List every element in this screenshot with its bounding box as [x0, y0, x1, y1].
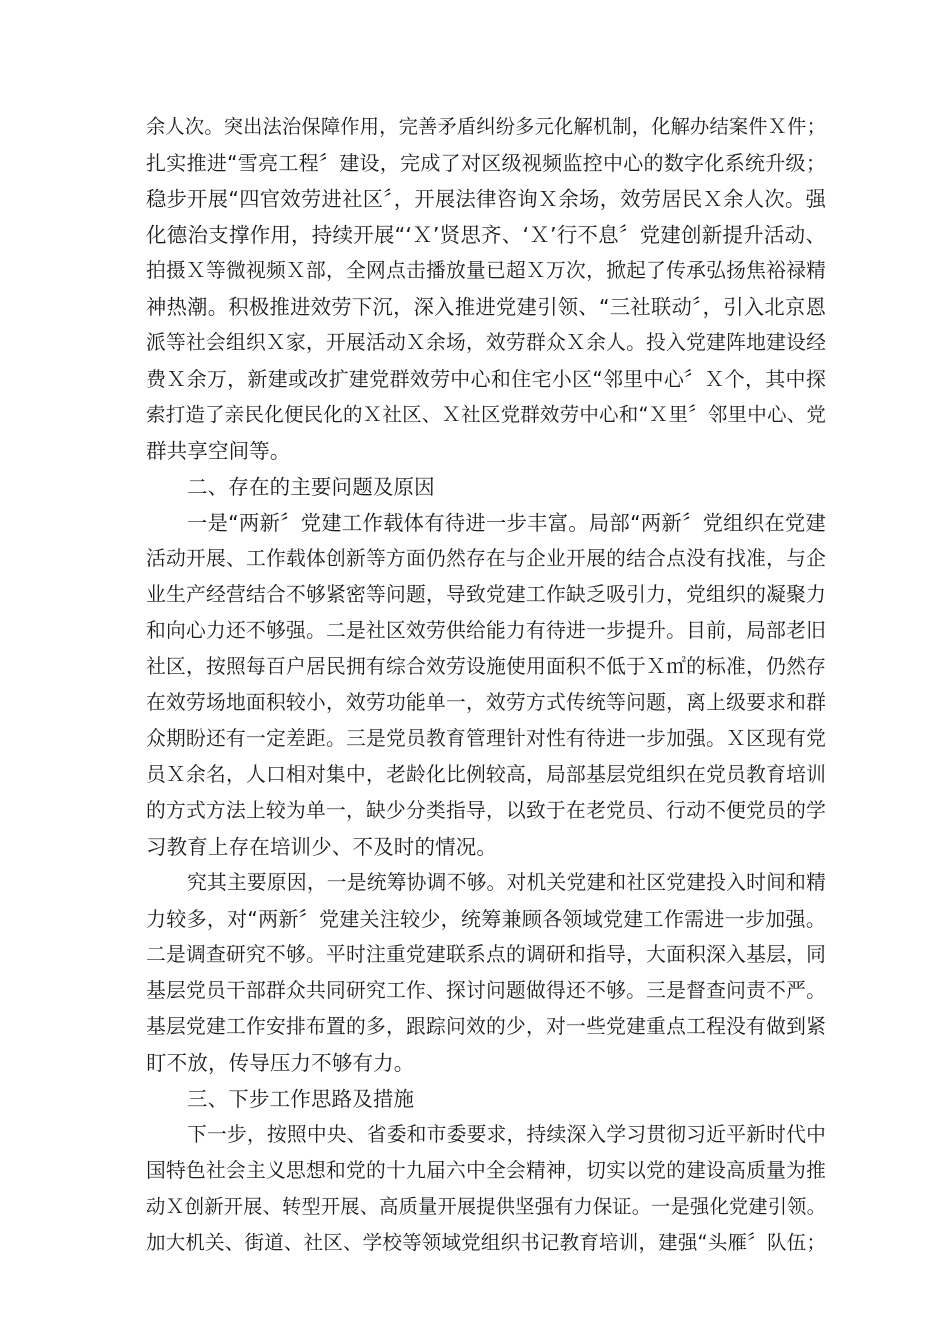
text-line: 化德治支撑作用，持续开展“‘Ｘ’贤思齐、‘Ｘ’行不息〞党建创新提升活动、 — [146, 223, 826, 247]
text-line: 究其主要原因，一是统筹协调不够。对机关党建和社区党建投入时间和精 — [187, 871, 826, 894]
text-line: 社区，按照每百户居民拥有综合效劳设施使用面积不低于Ｘ㎡的标准，仍然存 — [146, 655, 826, 678]
text-line: 下一步，按照中央、省委和市委要求，持续深入学习贯彻习近平新时代中 — [187, 1123, 826, 1146]
text-line: 拍摄Ｘ等微视频Ｘ部，全网点击播放量已超Ｘ万次，掀起了传承弘扬焦裕禄精 — [146, 259, 826, 282]
section-heading: 二、存在的主要问题及原因 — [187, 475, 435, 499]
text-line: 力较多，对“两新〞党建关注较少，统筹兼顾各领域党建工作需进一步加强。 — [146, 907, 826, 931]
text-line: 国特色社会主义思想和党的十九届六中全会精神，切实以党的建设高质量为推 — [146, 1159, 826, 1182]
text-line: 业生产经营结合不够紧密等问题，导致党建工作缺乏吸引力，党组织的凝聚力 — [146, 583, 826, 606]
text-line: 动Ｘ创新开展、转型开展、高质量开展提供坚强有力保证。一是强化党建引领。 — [146, 1195, 826, 1218]
text-line: 基层党员干部群众共同研究工作、探讨问题做得还不够。三是督查问责不严。 — [146, 979, 826, 1002]
text-line: 的方式方法上较为单一，缺少分类指导，以致于在老党员、行动不便党员的学 — [146, 799, 826, 822]
text-line: 和向心力还不够强。二是社区效劳供给能力有待进一步提升。目前，局部老旧 — [146, 619, 826, 642]
text-line: 加大机关、街道、社区、学校等领域党组织书记教育培训，建强“头雁〞队伍； — [146, 1231, 826, 1254]
text-line: 稳步开展“四官效劳进社区〞，开展法律咨询Ｘ余场，效劳居民Ｘ余人次。强 — [146, 187, 826, 211]
text-line: 基层党建工作安排布置的多，跟踪问效的少，对一些党建重点工程没有做到紧 — [146, 1015, 826, 1038]
text-line: 盯不放，传导压力不够有力。 — [146, 1051, 415, 1075]
text-line: 余人次。突出法治保障作用，完善矛盾纠纷多元化解机制，化解办结案件Ｘ件； — [146, 115, 826, 138]
section-heading: 三、下步工作思路及措施 — [187, 1087, 415, 1111]
text-line: 群共享空间等。 — [146, 439, 291, 463]
text-line: 派等社会组织Ｘ家，开展活动Ｘ余场，效劳群众Ｘ余人。投入党建阵地建设经 — [146, 331, 826, 354]
text-line: 一是“两新〞党建工作载体有待进一步丰富。局部“两新〞党组织在党建 — [187, 511, 826, 535]
text-line: 员Ｘ余名，人口相对集中，老龄化比例较高，局部基层党组织在党员教育培训 — [146, 763, 826, 786]
text-line: 神热潮。积极推进效劳下沉，深入推进党建引领、“三社联动〞，引入北京恩 — [146, 295, 826, 319]
text-line: 习教育上存在培训少、不及时的情况。 — [146, 835, 498, 859]
text-line: 活动开展、工作载体创新等方面仍然存在与企业开展的结合点没有找准，与企 — [146, 547, 826, 570]
text-line: 众期盼还有一定差距。三是党员教育管理针对性有待进一步加强。Ｘ区现有党 — [146, 727, 826, 750]
text-line: 费Ｘ余万，新建或改扩建党群效劳中心和住宅小区“邻里中心〞Ｘ个，其中探 — [146, 367, 826, 391]
text-line: 索打造了亲民化便民化的Ｘ社区、Ｘ社区党群效劳中心和“Ｘ里〞邻里中心、党 — [146, 403, 826, 426]
text-line: 在效劳场地面积较小，效劳功能单一，效劳方式传统等问题，离上级要求和群 — [146, 691, 826, 714]
text-line: 二是调查研究不够。平时注重党建联系点的调研和指导，大面积深入基层，同 — [146, 943, 826, 966]
text-line: 扎实推进“雪亮工程〞建设，完成了对区级视频监控中心的数字化系统升级； — [146, 151, 826, 175]
